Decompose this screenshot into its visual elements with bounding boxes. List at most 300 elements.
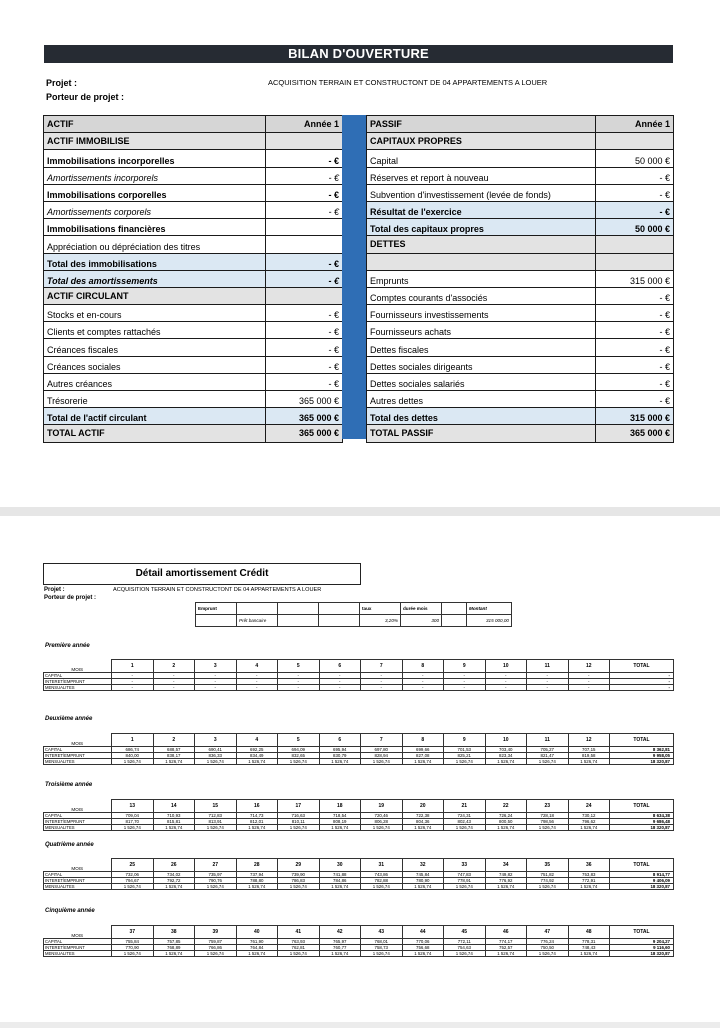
interet-cell: 790,76 bbox=[195, 878, 237, 884]
capital-cell: 712,83 bbox=[195, 813, 237, 819]
mensualites-cell: 1 526,74 bbox=[527, 825, 569, 831]
month-number: 11 bbox=[527, 734, 569, 747]
mensualites-cell: 1 526,74 bbox=[195, 884, 237, 890]
interet-cell: 772,91 bbox=[568, 878, 610, 884]
passif-row bbox=[367, 287, 674, 304]
passif-row bbox=[367, 116, 674, 133]
interet-cell: - bbox=[278, 679, 320, 685]
mensualites-cell: 1 526,74 bbox=[278, 884, 320, 890]
passif-row bbox=[367, 150, 674, 167]
month-number: 9 bbox=[444, 660, 486, 673]
capital-cell: 765,97 bbox=[319, 939, 361, 945]
capital-cell: - bbox=[319, 673, 361, 679]
interet-cell: 752,57 bbox=[485, 945, 527, 951]
interet-cell: - bbox=[195, 679, 237, 685]
capital-cell: 774,17 bbox=[485, 939, 527, 945]
mensualites-cell: 1 526,74 bbox=[153, 884, 195, 890]
capital-cell: 714,73 bbox=[236, 813, 278, 819]
month-number: 20 bbox=[402, 800, 444, 813]
interet-cell: 798,56 bbox=[527, 819, 569, 825]
actif-row-label: Créances fiscales bbox=[44, 339, 266, 356]
projet-label: Projet : bbox=[46, 78, 78, 88]
actif-row-value: - € bbox=[266, 184, 343, 201]
mensualites-row-label: MENSUALITES bbox=[44, 951, 112, 957]
month-number: 32 bbox=[402, 859, 444, 872]
interet-cell: 788,80 bbox=[236, 878, 278, 884]
schedule-table bbox=[43, 733, 674, 765]
capital-cell: 757,85 bbox=[153, 939, 195, 945]
mensualites-cell: - bbox=[236, 685, 278, 691]
year-label: Première année bbox=[45, 643, 90, 649]
passif-row bbox=[367, 322, 674, 339]
interet-total: - bbox=[610, 679, 674, 685]
capital-cell: - bbox=[527, 673, 569, 679]
passif-row-label: Comptes courants d'associés bbox=[367, 287, 596, 304]
interet-cell: 792,72 bbox=[153, 878, 195, 884]
interet-total: 9 958,05 bbox=[610, 753, 674, 759]
passif-row-value: - € bbox=[596, 356, 674, 373]
mensualites-cell: 1 526,74 bbox=[112, 825, 154, 831]
month-number: 24 bbox=[568, 800, 610, 813]
interet-cell: 758,73 bbox=[361, 945, 403, 951]
year-label: Deuxième année bbox=[45, 716, 93, 722]
actif-row-label: TOTAL ACTIF bbox=[44, 425, 266, 442]
capital-cell: 763,93 bbox=[278, 939, 320, 945]
actif-row-value: - € bbox=[266, 167, 343, 184]
month-number: 36 bbox=[568, 859, 610, 872]
actif-row-value: - € bbox=[266, 201, 343, 218]
month-number: 1 bbox=[112, 660, 154, 673]
interet-row-label: INTERET/EMPRUNT bbox=[44, 878, 112, 884]
month-number: 46 bbox=[485, 926, 527, 939]
mensualites-cell: 1 526,74 bbox=[444, 759, 486, 765]
mensualites-total: 18 320,87 bbox=[610, 951, 674, 957]
passif-row bbox=[367, 305, 674, 322]
passif-row-value bbox=[596, 236, 674, 253]
month-number: 8 bbox=[402, 660, 444, 673]
month-number: 26 bbox=[153, 859, 195, 872]
loan-emprunt-label: Emprunt bbox=[196, 603, 237, 615]
passif-row-value: - € bbox=[596, 305, 674, 322]
month-number: 3 bbox=[195, 660, 237, 673]
interet-cell: 770,90 bbox=[112, 945, 154, 951]
capital-cell: 686,74 bbox=[112, 747, 154, 753]
passif-row-value: - € bbox=[596, 391, 674, 408]
amort-projet-value: ACQUISITION TERRAIN ET CONSTRUCTONT DE 04 APPARTEMENTS A LOUER bbox=[113, 587, 322, 593]
schedule-table bbox=[43, 659, 674, 691]
interet-cell: 840,00 bbox=[112, 753, 154, 759]
capital-row-label: CAPITAL bbox=[44, 673, 112, 679]
actif-row-label: Trésorerie bbox=[44, 391, 266, 408]
capital-cell: 739,90 bbox=[278, 872, 320, 878]
passif-row-value: Année 1 bbox=[596, 116, 674, 133]
actif-row-value: - € bbox=[266, 322, 343, 339]
actif-row-label: Amortissements corporels bbox=[44, 201, 266, 218]
total-header: TOTAL bbox=[610, 800, 674, 813]
loan-summary-table bbox=[195, 602, 512, 627]
interet-cell: 821,47 bbox=[527, 753, 569, 759]
amort-projet-label: Projet : bbox=[44, 587, 65, 593]
mensualites-cell: 1 526,74 bbox=[236, 825, 278, 831]
interet-total: 9 406,09 bbox=[610, 878, 674, 884]
mensualites-cell: - bbox=[319, 685, 361, 691]
schedule-table bbox=[43, 925, 674, 957]
total-header: TOTAL bbox=[610, 660, 674, 673]
interet-cell: - bbox=[402, 679, 444, 685]
month-number: 5 bbox=[278, 734, 320, 747]
month-number: 15 bbox=[195, 800, 237, 813]
actif-row bbox=[44, 219, 343, 236]
mensualites-cell: 1 526,74 bbox=[236, 759, 278, 765]
mois-label: MOIS bbox=[44, 734, 112, 747]
interet-cell: - bbox=[319, 679, 361, 685]
loan-taux-label: taux bbox=[360, 603, 401, 615]
mensualites-cell: 1 526,74 bbox=[195, 825, 237, 831]
month-number: 16 bbox=[236, 800, 278, 813]
mensualites-cell: 1 526,74 bbox=[568, 759, 610, 765]
passif-row bbox=[367, 253, 674, 270]
interet-cell: 796,62 bbox=[568, 819, 610, 825]
actif-row bbox=[44, 236, 343, 253]
capital-cell: 692,25 bbox=[236, 747, 278, 753]
passif-row-label: Fournisseurs investissements bbox=[367, 305, 596, 322]
mensualites-cell: 1 526,74 bbox=[485, 884, 527, 890]
actif-row bbox=[44, 167, 343, 184]
mensualites-cell: 1 526,74 bbox=[485, 825, 527, 831]
capital-cell: 699,66 bbox=[402, 747, 444, 753]
mensualites-cell: 1 526,74 bbox=[236, 884, 278, 890]
interet-cell: 760,77 bbox=[319, 945, 361, 951]
month-number: 25 bbox=[112, 859, 154, 872]
interet-cell: 808,19 bbox=[319, 819, 361, 825]
month-number: 5 bbox=[278, 660, 320, 673]
mensualites-cell: 1 526,74 bbox=[402, 759, 444, 765]
actif-row-label: Clients et comptes rattachés bbox=[44, 322, 266, 339]
month-number: 40 bbox=[236, 926, 278, 939]
passif-row-value: 50 000 € bbox=[596, 150, 674, 167]
mensualites-cell: 1 526,74 bbox=[568, 884, 610, 890]
passif-row bbox=[367, 425, 674, 442]
mensualites-cell: - bbox=[278, 685, 320, 691]
capital-cell: 694,09 bbox=[278, 747, 320, 753]
capital-cell: 697,80 bbox=[361, 747, 403, 753]
passif-row-value bbox=[596, 253, 674, 270]
interet-cell: - bbox=[153, 679, 195, 685]
interet-cell: 778,91 bbox=[444, 878, 486, 884]
passif-row-label: Subvention d'investissement (levée de fonds) bbox=[367, 184, 596, 201]
month-number: 39 bbox=[195, 926, 237, 939]
interet-cell: 815,81 bbox=[153, 819, 195, 825]
mensualites-cell: 1 526,74 bbox=[527, 759, 569, 765]
month-number: 14 bbox=[153, 800, 195, 813]
interet-cell: 766,86 bbox=[195, 945, 237, 951]
month-number: 18 bbox=[319, 800, 361, 813]
mensualites-cell: 1 526,74 bbox=[485, 759, 527, 765]
capital-cell: 720,46 bbox=[361, 813, 403, 819]
month-number: 10 bbox=[485, 660, 527, 673]
month-number: 45 bbox=[444, 926, 486, 939]
passif-row bbox=[367, 133, 674, 150]
month-number: 4 bbox=[236, 734, 278, 747]
page-separator bbox=[0, 507, 720, 516]
actif-row-value: - € bbox=[266, 305, 343, 322]
capital-cell: 734,02 bbox=[153, 872, 195, 878]
capital-cell: - bbox=[402, 673, 444, 679]
interet-row-label: INTERET/EMPRUNT bbox=[44, 753, 112, 759]
actif-row-value: 365 000 € bbox=[266, 391, 343, 408]
capital-cell: 747,83 bbox=[444, 872, 486, 878]
mensualites-cell: - bbox=[527, 685, 569, 691]
passif-row bbox=[367, 408, 674, 425]
actif-row-value: 365 000 € bbox=[266, 425, 343, 442]
mensualites-cell: 1 526,74 bbox=[402, 884, 444, 890]
passif-row-value: 50 000 € bbox=[596, 219, 674, 236]
mensualites-cell: 1 526,74 bbox=[278, 951, 320, 957]
month-number: 12 bbox=[568, 734, 610, 747]
month-number: 7 bbox=[361, 734, 403, 747]
actif-row bbox=[44, 150, 343, 167]
month-number: 3 bbox=[195, 734, 237, 747]
actif-row-label: ACTIF bbox=[44, 116, 266, 133]
mensualites-cell: 1 526,74 bbox=[319, 759, 361, 765]
mensualites-total: 18 320,87 bbox=[610, 884, 674, 890]
year-label: Cinquième année bbox=[45, 908, 95, 914]
actif-row-label: Créances sociales bbox=[44, 356, 266, 373]
interet-cell: 836,33 bbox=[195, 753, 237, 759]
interet-total: 9 116,60 bbox=[610, 945, 674, 951]
mensualites-cell: 1 526,74 bbox=[485, 951, 527, 957]
actif-row-label: Immobilisations incorporelles bbox=[44, 150, 266, 167]
actif-row-label: Immobilisations corporelles bbox=[44, 184, 266, 201]
passif-row-label: PASSIF bbox=[367, 116, 596, 133]
capital-cell: 759,87 bbox=[195, 939, 237, 945]
passif-row-value: - € bbox=[596, 339, 674, 356]
capital-cell: 778,31 bbox=[568, 939, 610, 945]
passif-row-label: DETTES bbox=[367, 236, 596, 253]
capital-cell: 688,57 bbox=[153, 747, 195, 753]
mensualites-cell: - bbox=[112, 685, 154, 691]
passif-row bbox=[367, 201, 674, 218]
mensualites-cell: 1 526,74 bbox=[361, 759, 403, 765]
capital-cell: 705,27 bbox=[527, 747, 569, 753]
mensualites-cell: - bbox=[402, 685, 444, 691]
interet-cell: 780,90 bbox=[402, 878, 444, 884]
mensualites-cell: 1 526,74 bbox=[361, 884, 403, 890]
month-number: 10 bbox=[485, 734, 527, 747]
passif-row-value: - € bbox=[596, 184, 674, 201]
month-number: 28 bbox=[236, 859, 278, 872]
capital-cell: 728,18 bbox=[527, 813, 569, 819]
mensualites-total: 18 320,87 bbox=[610, 825, 674, 831]
capital-row-label: CAPITAL bbox=[44, 813, 112, 819]
interet-cell: 832,65 bbox=[278, 753, 320, 759]
interet-cell: 750,50 bbox=[527, 945, 569, 951]
passif-row-label: Total des capitaux propres bbox=[367, 219, 596, 236]
capital-cell: 772,11 bbox=[444, 939, 486, 945]
mensualites-cell: 1 526,74 bbox=[319, 884, 361, 890]
month-number: 12 bbox=[568, 660, 610, 673]
mensualites-cell: 1 526,74 bbox=[527, 884, 569, 890]
interet-cell: 838,17 bbox=[153, 753, 195, 759]
interet-cell: 804,36 bbox=[402, 819, 444, 825]
capital-cell: 722,38 bbox=[402, 813, 444, 819]
interet-cell: - bbox=[444, 679, 486, 685]
month-number: 29 bbox=[278, 859, 320, 872]
year-label: Troisième année bbox=[45, 782, 93, 788]
interet-cell: 806,28 bbox=[361, 819, 403, 825]
interet-cell: - bbox=[568, 679, 610, 685]
actif-row-value bbox=[266, 236, 343, 253]
capital-cell: 724,31 bbox=[444, 813, 486, 819]
interet-cell: 784,86 bbox=[319, 878, 361, 884]
capital-cell: 707,15 bbox=[568, 747, 610, 753]
passif-table bbox=[366, 115, 674, 443]
passif-row bbox=[367, 219, 674, 236]
mensualites-total: 18 320,87 bbox=[610, 759, 674, 765]
mensualites-cell: 1 526,74 bbox=[568, 825, 610, 831]
passif-row-label: Dettes fiscales bbox=[367, 339, 596, 356]
passif-row-label: Emprunts bbox=[367, 270, 596, 287]
capital-cell: 770,06 bbox=[402, 939, 444, 945]
actif-row bbox=[44, 184, 343, 201]
mensualites-cell: 1 526,74 bbox=[278, 825, 320, 831]
actif-row bbox=[44, 201, 343, 218]
month-number: 6 bbox=[319, 660, 361, 673]
actif-row-label: Stocks et en-cours bbox=[44, 305, 266, 322]
month-number: 6 bbox=[319, 734, 361, 747]
month-number: 37 bbox=[112, 926, 154, 939]
interet-row-label: INTERET/EMPRUNT bbox=[44, 945, 112, 951]
mensualites-row-label: MENSUALITES bbox=[44, 759, 112, 765]
passif-row bbox=[367, 184, 674, 201]
passif-row-value: - € bbox=[596, 322, 674, 339]
month-number: 38 bbox=[153, 926, 195, 939]
interet-cell: 768,89 bbox=[153, 945, 195, 951]
interet-cell: 817,70 bbox=[112, 819, 154, 825]
mensualites-cell: 1 526,74 bbox=[402, 825, 444, 831]
capital-cell: 730,12 bbox=[568, 813, 610, 819]
interet-row-label: INTERET/EMPRUNT bbox=[44, 819, 112, 825]
passif-row bbox=[367, 339, 674, 356]
month-number: 19 bbox=[361, 800, 403, 813]
passif-row-value: 315 000 € bbox=[596, 408, 674, 425]
capital-total: 8 914,77 bbox=[610, 872, 674, 878]
passif-row bbox=[367, 270, 674, 287]
capital-cell: 732,06 bbox=[112, 872, 154, 878]
month-number: 7 bbox=[361, 660, 403, 673]
actif-row-value: - € bbox=[266, 356, 343, 373]
mensualites-cell: 1 526,74 bbox=[361, 951, 403, 957]
capital-cell: 703,40 bbox=[485, 747, 527, 753]
capital-cell: 755,84 bbox=[112, 939, 154, 945]
capital-total: 9 204,27 bbox=[610, 939, 674, 945]
mensualites-cell: 1 526,74 bbox=[527, 951, 569, 957]
mois-label: MOIS bbox=[44, 660, 112, 673]
actif-row-label: Total des immobilisations bbox=[44, 253, 266, 270]
actif-row bbox=[44, 270, 343, 287]
passif-row-value: - € bbox=[596, 167, 674, 184]
capital-cell: - bbox=[112, 673, 154, 679]
projet-value: ACQUISITION TERRAIN ET CONSTRUCTONT DE 04 APPARTEMENTS A LOUER bbox=[268, 78, 548, 87]
capital-cell: 701,53 bbox=[444, 747, 486, 753]
actif-row-label: Amortissements incorporels bbox=[44, 167, 266, 184]
passif-row-label: CAPITAUX PROPRES bbox=[367, 133, 596, 150]
actif-row-label: Total des amortissements bbox=[44, 270, 266, 287]
actif-row bbox=[44, 373, 343, 390]
actif-row bbox=[44, 287, 343, 304]
mois-label: MOIS bbox=[44, 926, 112, 939]
month-number: 17 bbox=[278, 800, 320, 813]
column-divider bbox=[342, 115, 366, 439]
passif-row-label: Résultat de l'exercice bbox=[367, 201, 596, 218]
mensualites-cell: 1 526,74 bbox=[112, 884, 154, 890]
interet-cell: 813,91 bbox=[195, 819, 237, 825]
capital-cell: 751,82 bbox=[527, 872, 569, 878]
month-number: 31 bbox=[361, 859, 403, 872]
capital-cell: 735,97 bbox=[195, 872, 237, 878]
interet-row-label: INTERET/EMPRUNT bbox=[44, 679, 112, 685]
actif-row-label: ACTIF CIRCULANT bbox=[44, 287, 266, 304]
actif-row bbox=[44, 322, 343, 339]
interet-cell: 774,92 bbox=[527, 878, 569, 884]
capital-cell: - bbox=[444, 673, 486, 679]
mensualites-cell: 1 526,74 bbox=[153, 759, 195, 765]
passif-row bbox=[367, 167, 674, 184]
passif-row-label: Autres dettes bbox=[367, 391, 596, 408]
actif-row-label: Immobilisations financières bbox=[44, 219, 266, 236]
capital-cell: - bbox=[236, 673, 278, 679]
capital-cell: 718,54 bbox=[319, 813, 361, 819]
mensualites-cell: - bbox=[568, 685, 610, 691]
mensualites-cell: 1 526,74 bbox=[195, 759, 237, 765]
total-header: TOTAL bbox=[610, 926, 674, 939]
actif-row-value bbox=[266, 287, 343, 304]
interet-cell: 794,67 bbox=[112, 878, 154, 884]
capital-cell: - bbox=[568, 673, 610, 679]
mensualites-cell: - bbox=[195, 685, 237, 691]
interet-cell: - bbox=[485, 679, 527, 685]
passif-row-value: - € bbox=[596, 373, 674, 390]
interet-cell: 782,88 bbox=[361, 878, 403, 884]
capital-cell: 776,24 bbox=[527, 939, 569, 945]
month-number: 4 bbox=[236, 660, 278, 673]
capital-cell: 743,86 bbox=[361, 872, 403, 878]
month-number: 43 bbox=[361, 926, 403, 939]
actif-row-value: Année 1 bbox=[266, 116, 343, 133]
interet-cell: 764,84 bbox=[236, 945, 278, 951]
interet-cell: - bbox=[236, 679, 278, 685]
capital-row-label: CAPITAL bbox=[44, 747, 112, 753]
month-number: 42 bbox=[319, 926, 361, 939]
interet-cell: 776,92 bbox=[485, 878, 527, 884]
mensualites-cell: 1 526,74 bbox=[444, 951, 486, 957]
interet-cell: 786,83 bbox=[278, 878, 320, 884]
interet-total: 9 686,48 bbox=[610, 819, 674, 825]
passif-row-label: Réserves et report à nouveau bbox=[367, 167, 596, 184]
schedule-table bbox=[43, 858, 674, 890]
porteur-label: Porteur de projet : bbox=[46, 92, 125, 102]
passif-row-label: Capital bbox=[367, 150, 596, 167]
mensualites-cell: 1 526,74 bbox=[278, 759, 320, 765]
passif-row-label: TOTAL PASSIF bbox=[367, 425, 596, 442]
capital-cell: - bbox=[153, 673, 195, 679]
passif-row-label: Dettes sociales dirigeants bbox=[367, 356, 596, 373]
actif-row-value: - € bbox=[266, 253, 343, 270]
mensualites-cell: 1 526,74 bbox=[319, 825, 361, 831]
capital-total: - bbox=[610, 673, 674, 679]
interet-cell: 828,94 bbox=[361, 753, 403, 759]
passif-row bbox=[367, 373, 674, 390]
